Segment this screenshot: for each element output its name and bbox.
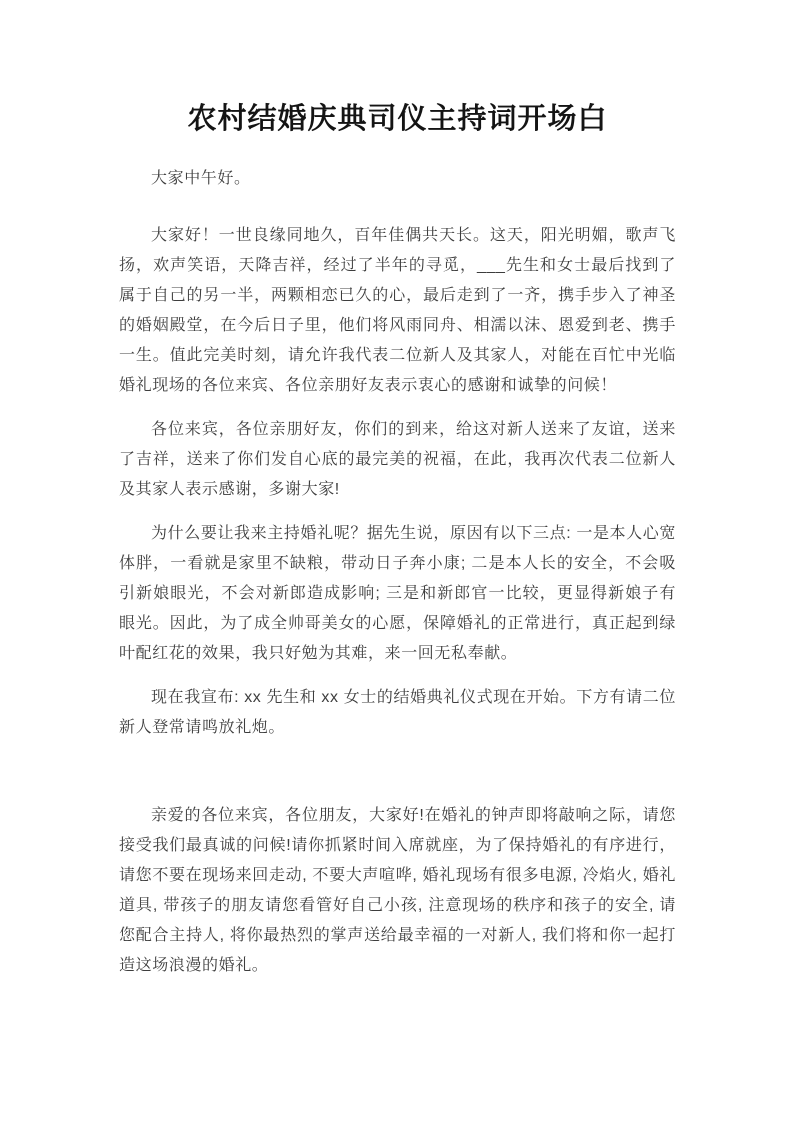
paragraph-audience-notice: 亲爱的各位来宾，各位朋友，大家好!在婚礼的钟声即将敲响之际，请您接受我们最真诚的问候!请你抓紧时间入席就座，为了保持婚礼的有序进行，请您不要在现场来回走动, 不要大声喧哗, 婚礼现场有很多电源, 冷焰火, 婚礼道具, 带孩子的朋友请您看管好自己小孩, 注意现场的秩序和孩子的安全, 请您配合主持人, 将你最热烈的掌声送给最幸福的一对新人, 我们将和你一起打造这场浪漫的婚礼。 (119, 807, 676, 974)
document-title: 农村结婚庆典司仪主持词开场白 (187, 103, 608, 135)
paragraph-thanks-to-guests: 各位来宾，各位亲朋好友，你们的到来，给这对新人送来了友谊，送来了吉祥，送来了你们发自心底的最完美的祝福，在此，我再次代表二位新人及其家人表示感谢，多谢大家! (119, 421, 676, 498)
paragraph-ceremony-announcement: 现在我宣布: xx 先生和 xx 女士的结婚典礼仪式现在开始。下方有请二位新人登常请鸣放礼炮。 (119, 689, 676, 736)
paragraph-greeting: 大家中午好。 (151, 170, 251, 187)
paragraph-opening-remarks: 大家好！一世良缘同地久，百年佳偶共天长。这天，阳光明媚，歌声飞扬，欢声笑语，天降吉祥，经过了半年的寻觅，___先生和女士最后找到了属于自己的另一半，两颗相恋已久的心，最后走到了一齐，携手步入了神圣的婚姻殿堂，在今后日子里，他们将风雨同舟、相濡以沫、恩爱到老、携手一生。值此完美时刻，请允许我代表二位新人及其家人，对能在百忙中光临婚礼现场的各位来宾、各位亲朋好友表示衷心的感谢和诚挚的问候！ (119, 227, 676, 394)
paragraph-why-i-host: 为什么要让我来主持婚礼呢？据先生说，原因有以下三点: 一是本人心宽体胖，一看就是家里不缺粮，带动日子奔小康; 二是本人长的安全，不会吸引新娘眼光，不会对新郎造成影响; 三是和新郎官一比较，更显得新娘子有眼光。因此，为了成全帅哥美女的心愿，保障婚礼的正常进行，真正起到绿叶配红花的效果，我只好勉为其难，来一回无私奉献。 (119, 525, 676, 662)
